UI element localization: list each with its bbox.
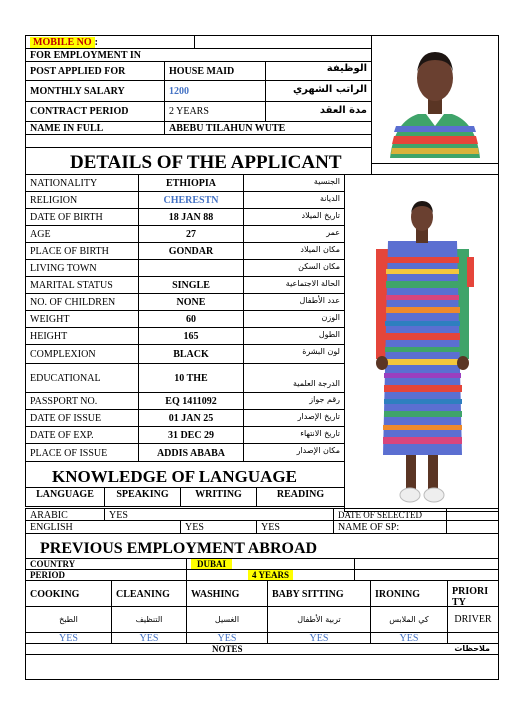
detail-label: PLACE OF ISSUE — [25, 443, 139, 462]
skill-ar-cleaning: التنظيف — [111, 606, 187, 633]
name-label: NAME IN FULL — [25, 121, 165, 135]
skill-value-babysitting: YES — [267, 632, 371, 644]
header-photo-frame — [371, 35, 499, 164]
detail-label: WEIGHT — [25, 310, 139, 328]
lang-header-reading: READING — [256, 487, 345, 507]
detail-label: RELIGION — [25, 191, 139, 209]
contract-arabic: مدة العقد — [265, 101, 372, 122]
lang-arabic-name: ARABIC — [25, 508, 105, 521]
date-selected-label: DATE OF SELECTED — [333, 508, 447, 521]
salary-arabic: الراتب الشهري — [265, 80, 372, 102]
for-employment-row — [25, 48, 372, 62]
name-of-sp-value — [446, 520, 499, 534]
notes-label: NOTES — [212, 644, 243, 654]
language-title: KNOWLEDGE OF LANGUAGE — [52, 467, 297, 486]
skill-value-washing: YES — [186, 632, 268, 644]
mobile-value-cell — [194, 35, 372, 49]
skill-value-ironing: YES — [370, 632, 448, 644]
period-label: PERIOD — [25, 569, 187, 581]
detail-arabic: مكان الإصدار — [243, 443, 345, 462]
detail-arabic: الطول — [243, 327, 345, 345]
detail-value: 01 JAN 25 — [138, 409, 244, 427]
detail-arabic: عمر — [243, 225, 345, 243]
contract-value: 2 YEARS — [164, 101, 266, 122]
post-label: POST APPLIED FOR — [25, 61, 165, 81]
photo-edge-fragment — [467, 257, 474, 287]
detail-value: 165 — [138, 327, 244, 345]
notes-body — [25, 654, 499, 680]
for-employment-label: FOR EMPLOYMENT IN — [30, 50, 141, 61]
detail-arabic: الوزن — [243, 310, 345, 328]
detail-label: LIVING TOWN — [25, 259, 139, 277]
detail-label: NO. OF CHILDREN — [25, 293, 139, 311]
detail-label: PLACE OF BIRTH — [25, 242, 139, 260]
skill-header-cleaning: CLEANING — [111, 580, 187, 607]
detail-arabic: الحالة الاجتماعية — [243, 276, 345, 294]
lang-arabic-speaking: YES — [104, 508, 334, 521]
notes-arabic: ملاحظات — [454, 644, 490, 653]
period-value: 4 YEARS — [248, 570, 293, 580]
detail-arabic: مكان الميلاد — [243, 242, 345, 260]
skill-value-cleaning: YES — [111, 632, 187, 644]
skill-value-cooking: YES — [25, 632, 112, 644]
skill-header-ironing: IRONING — [370, 580, 448, 607]
skill-header-priority — [447, 580, 499, 607]
detail-arabic: الجنسية — [243, 174, 345, 192]
detail-value — [138, 259, 244, 277]
detail-arabic: تاريخ الميلاد — [243, 208, 345, 226]
detail-label: EDUCATIONAL — [25, 363, 139, 393]
detail-arabic: تاريخ الإصدار — [243, 409, 345, 427]
detail-value: SINGLE — [138, 276, 244, 294]
previous-title: PREVIOUS EMPLOYMENT ABROAD — [40, 540, 318, 557]
details-title: DETAILS OF THE APPLICANT — [70, 152, 342, 173]
detail-label: PASSPORT NO. — [25, 392, 139, 410]
detail-label: COMPLEXION — [25, 344, 139, 364]
detail-value: 18 JAN 88 — [138, 208, 244, 226]
detail-value: EQ 1411092 — [138, 392, 244, 410]
lang-header-language: LANGUAGE — [25, 487, 105, 507]
country-value: DUBAI — [191, 559, 232, 569]
contract-label: CONTRACT PERIOD — [25, 101, 165, 122]
priority-label: PRIORI TY — [452, 586, 489, 607]
mobile-label: MOBILE NO — [30, 37, 95, 48]
applicant-full-photo — [370, 197, 475, 507]
skill-ar-ironing: كي الملابس — [370, 606, 448, 633]
detail-arabic: تاريخ الانتهاء — [243, 426, 345, 444]
detail-arabic: عدد الأطفال — [243, 293, 345, 311]
name-of-sp-label: NAME OF SP: — [333, 520, 447, 534]
applicant-headshot — [380, 40, 490, 158]
lang-english-name: ENGLISH — [25, 520, 181, 534]
detail-arabic: رقم جواز — [243, 392, 345, 410]
detail-value: NONE — [138, 293, 244, 311]
detail-value: 31 DEC 29 — [138, 426, 244, 444]
detail-value: ETHIOPIA — [138, 174, 244, 192]
detail-value: 60 — [138, 310, 244, 328]
full-photo-frame — [344, 174, 499, 512]
detail-label: NATIONALITY — [25, 174, 139, 192]
detail-label: DATE OF ISSUE — [25, 409, 139, 427]
detail-label: DATE OF EXP. — [25, 426, 139, 444]
mobile-row — [25, 35, 195, 49]
detail-value: BLACK — [138, 344, 244, 364]
blank-row — [25, 134, 372, 148]
detail-value: 27 — [138, 225, 244, 243]
detail-arabic: الدرجة العلمية — [243, 363, 345, 393]
post-arabic: الوظيفة — [265, 61, 372, 81]
detail-label: HEIGHT — [25, 327, 139, 345]
detail-value: CHERESTN — [138, 191, 244, 209]
name-value: ABEBU TILAHUN WUTE — [164, 121, 372, 135]
detail-label: AGE — [25, 225, 139, 243]
skill-header-cooking: COOKING — [25, 580, 112, 607]
skill-driver: DRIVER — [447, 606, 499, 633]
salary-value: 1200 — [164, 80, 266, 102]
lang-header-writing: WRITING — [180, 487, 257, 507]
detail-arabic: الديانة — [243, 191, 345, 209]
country-label: COUNTRY — [25, 558, 187, 570]
detail-value: 10 THE — [138, 363, 244, 393]
skill-ar-babysitting: تربية الأطفال — [267, 606, 371, 633]
detail-label: DATE OF BIRTH — [25, 208, 139, 226]
lang-english-reading: YES — [256, 520, 334, 534]
salary-label: MONTHLY SALARY — [25, 80, 165, 102]
detail-value: ADDIS ABABA — [138, 443, 244, 462]
lang-header-speaking: SPEAKING — [104, 487, 181, 507]
detail-label: MARITAL STATUS — [25, 276, 139, 294]
mobile-colon: : — [94, 37, 98, 48]
skill-header-washing: WASHING — [186, 580, 268, 607]
detail-value: GONDAR — [138, 242, 244, 260]
post-value: HOUSE MAID — [164, 61, 266, 81]
detail-arabic: لون البشرة — [243, 344, 345, 364]
lang-english-writing: YES — [180, 520, 257, 534]
skill-ar-washing: الغسيل — [186, 606, 268, 633]
skill-ar-cooking: الطبخ — [25, 606, 112, 633]
skill-header-babysitting: BABY SITTING — [267, 580, 371, 607]
detail-arabic: مكان السكن — [243, 259, 345, 277]
